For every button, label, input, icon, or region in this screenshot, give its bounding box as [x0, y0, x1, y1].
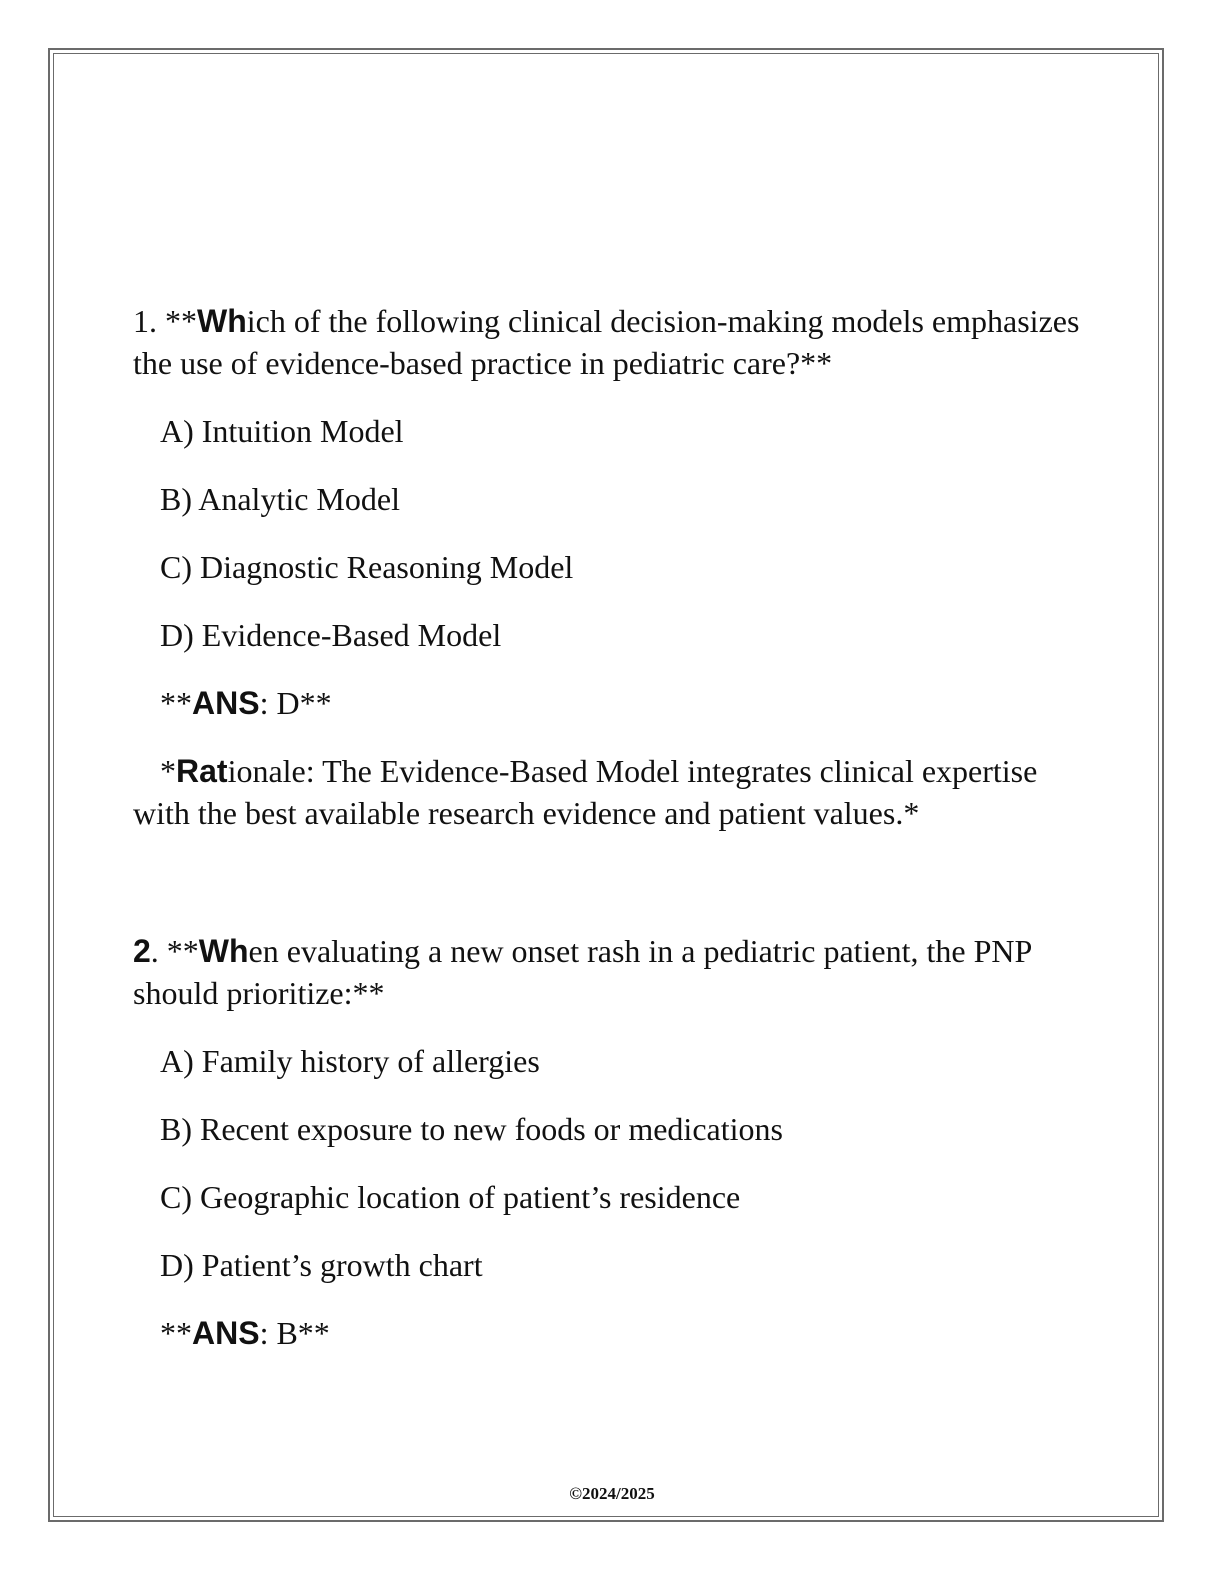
question-1-stem: 1. **Which of the following clinical decision-making models emphasizes the use of evidence-based practice in pediatric care?**	[133, 303, 1080, 381]
question-2	[133, 930, 1093, 1354]
question-2-option-d: D) Patient’s growth chart	[160, 1247, 483, 1283]
question-1-option-c: C) Diagnostic Reasoning Model	[160, 549, 574, 585]
document-body	[133, 300, 1093, 1354]
question-2-stem: 2. **When evaluating a new onset rash in a pediatric patient, the PNP should prioritize:**	[133, 933, 1032, 1011]
question-1-number: 1	[133, 303, 149, 339]
question-2-answer: **ANS: B**	[160, 1315, 330, 1351]
question-2-option-a: A) Family history of allergies	[160, 1043, 540, 1079]
question-1-option-a: A) Intuition Model	[160, 413, 404, 449]
question-1-option-b: B) Analytic Model	[160, 481, 400, 517]
question-1	[133, 300, 1093, 834]
question-2-number: 2	[133, 933, 151, 969]
question-2-option-b: B) Recent exposure to new foods or medications	[160, 1111, 783, 1147]
question-1-option-d: D) Evidence-Based Model	[160, 617, 502, 653]
question-1-answer: **ANS: D**	[160, 685, 332, 721]
copyright-footer: ©2024/2025	[569, 1484, 655, 1503]
question-2-option-c: C) Geographic location of patient’s residence	[160, 1179, 741, 1215]
question-1-rationale: *Rationale: The Evidence-Based Model integrates clinical expertise with the best available research evidence and patient values.*	[133, 753, 1038, 831]
